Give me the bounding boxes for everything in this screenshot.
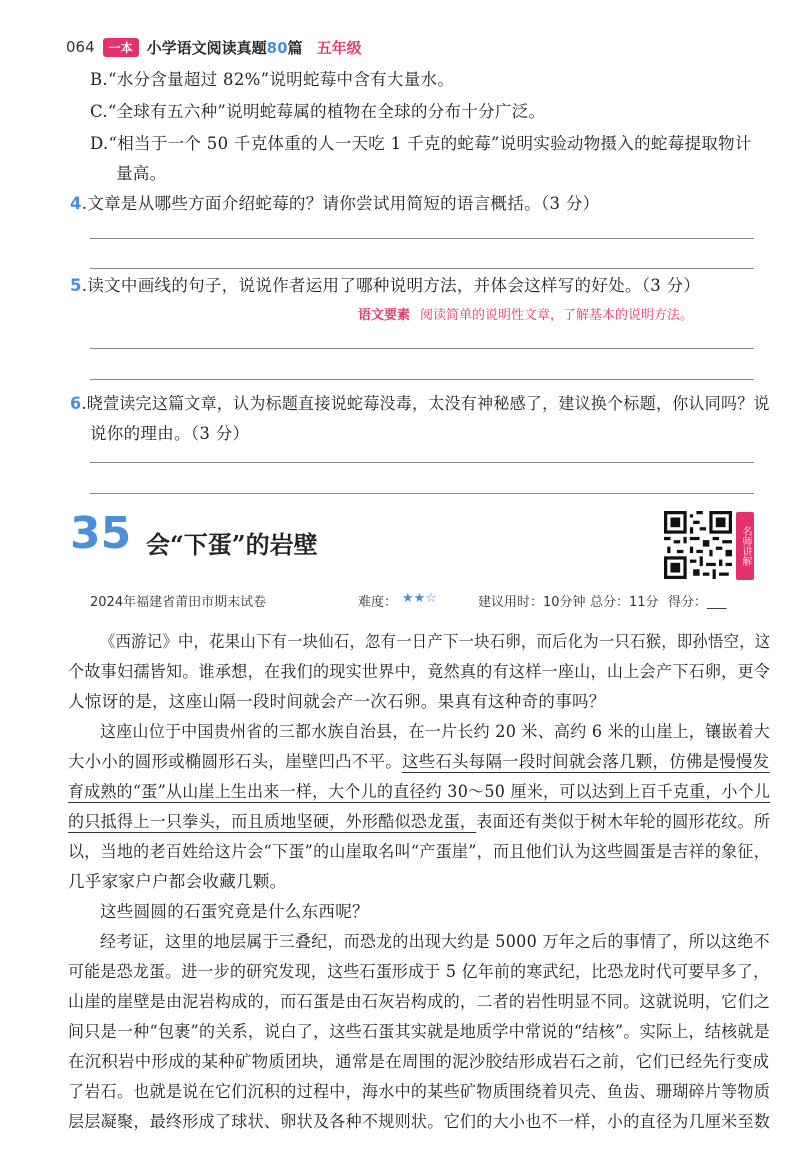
answer-line[interactable] bbox=[90, 379, 754, 380]
paragraph-line: 这座山位于中国贵州省的三都水族自治县，在一片长约 20 米、高约 6 米的山崖上，镶嵌着大 bbox=[100, 722, 771, 741]
plain-text: 大小小的圆形或椭圆形石头，崖壁凹凸不平。 bbox=[68, 752, 402, 771]
underlined-sentence: 育成熟的“蛋”从山崖上生出来一样，大个儿的直径约 30～50 厘米，可以达到上百千克重，小个儿 bbox=[68, 782, 771, 801]
grade-label: 五年级 bbox=[316, 38, 362, 57]
score-field[interactable]: 得分：___ bbox=[668, 595, 727, 610]
paragraph-line: 人惊讶的是，这座山隔一段时间就会产一次石卵。果真有这种奇的事吗？ bbox=[68, 692, 606, 711]
paragraph-line: 了岩石。也就是说在它们沉积的过程中，海水中的某些矿物质围绕着贝壳、鱼齿、珊瑚碎片等物质 bbox=[68, 1082, 771, 1101]
difficulty-label: 难度： bbox=[358, 595, 398, 610]
plain-text: 表面还有类似于树木年轮的圆形花纹。所 bbox=[476, 812, 771, 831]
qr-code-icon[interactable] bbox=[664, 511, 732, 579]
option-b: B.“水分含量超过 82%”说明蛇莓中含有大量水。 bbox=[90, 70, 455, 89]
series-count: 80 bbox=[266, 38, 288, 57]
paragraph-line: 山崖的崖壁是由泥岩构成的，而石蛋是由石灰岩构成的，二者的岩性明显不同。这就说明，它们之 bbox=[68, 992, 771, 1011]
paragraph-line bbox=[68, 810, 770, 834]
question-number: 6 bbox=[70, 394, 82, 413]
paragraph-line: 间只是一种“包裹”的关系，说白了，这些石蛋其实就是地质学中常说的“结核”。实际上，结核就是 bbox=[68, 1022, 771, 1041]
underlined-sentence: 的只抵得上一只拳头，而且质地坚硬，外形酷似恐龙蛋， bbox=[68, 812, 477, 831]
option-d: D.“相当于一个 50 千克体重的人一天吃 1 千克的蛇莓”说明实验动物摄入的蛇莓提取物计 bbox=[90, 134, 752, 153]
question-number: 4 bbox=[70, 194, 82, 213]
question-4 bbox=[70, 192, 599, 216]
paragraph-line bbox=[68, 750, 769, 774]
article-title: 会“下蛋”的岩壁 bbox=[146, 530, 318, 559]
paragraph-line: 几乎家家户户都会收藏几颗。 bbox=[68, 872, 287, 891]
paragraph-line: 个故事妇孺皆知。谁承想，在我们的现实世界中，竟然真的有这样一座山，山上会产下石卵，更令 bbox=[68, 662, 771, 681]
paragraph-line: 这些圆圆的石蛋究竟是什么东西呢？ bbox=[100, 902, 369, 921]
question-6 bbox=[70, 392, 770, 416]
option-c: C.“全球有五六种”说明蛇莓属的植物在全球的分布十分广泛。 bbox=[90, 102, 546, 121]
page-number: 064 bbox=[66, 38, 95, 56]
series-prefix: 小学语文阅读真题 bbox=[146, 38, 267, 57]
question-number: 5 bbox=[70, 276, 82, 295]
brand-logo: 一本 bbox=[103, 38, 139, 57]
page-header bbox=[66, 36, 362, 58]
question-6-cont: 说你的理由。（3 分） bbox=[90, 424, 250, 443]
series-suffix: 篇 bbox=[287, 38, 303, 57]
paragraph-line: 在沉积岩中形成的某种矿物质团块，通常是在周围的泥沙胶结形成岩石之前，它们已经先行变成 bbox=[68, 1052, 770, 1071]
question-text: .文章是从哪些方面介绍蛇莓的？请你尝试用简短的语言概括。（3 分） bbox=[81, 194, 600, 213]
time-label: 建议用时：10分钟 bbox=[478, 595, 586, 610]
source-label: 2024年福建省莆田市期末试卷 bbox=[90, 595, 267, 610]
language-element-tag bbox=[358, 304, 693, 323]
answer-line[interactable] bbox=[90, 238, 754, 239]
article-number: 35 bbox=[70, 508, 132, 559]
answer-line[interactable] bbox=[90, 462, 754, 463]
paragraph-line: 可能是恐龙蛋。进一步的研究发现，这些石蛋形成于 5 亿年前的寒武纪，比恐龙时代可要早多了， bbox=[68, 962, 770, 981]
answer-line[interactable] bbox=[90, 493, 754, 494]
paragraph-line: 经考证，这里的地层属于三叠纪，而恐龙的出现大约是 5000 万年之后的事情了，所以这绝不 bbox=[100, 932, 770, 951]
side-tab-label[interactable]: 名师讲解 bbox=[736, 512, 754, 580]
paragraph-line: 层层凝聚，最终形成了球状、卵状及各种不规则状。它们的大小也不一样，小的直径为几厘米至数 bbox=[68, 1112, 771, 1131]
option-d-cont: 量高。 bbox=[116, 164, 167, 183]
total-score: 总分：11分 bbox=[590, 595, 659, 610]
paragraph-line: 以，当地的老百姓给这片会“下蛋”的山崖取名叫“产蛋崖”，而且他们认为这些圆蛋是吉祥的象征， bbox=[68, 842, 771, 861]
difficulty-stars-icon: ★★☆ bbox=[402, 591, 437, 606]
paragraph-line bbox=[68, 780, 770, 804]
answer-line[interactable] bbox=[90, 348, 754, 349]
paragraph-line: 《西游记》中，花果山下有一块仙石，忽有一日产下一块石卵，而后化为一只石猴，即孙悟空，这 bbox=[100, 632, 771, 651]
question-text: .读文中画线的句子，说说作者运用了哪种说明方法，并体会这样写的好处。（3 分） bbox=[81, 276, 701, 295]
tag-text: 阅读简单的说明性文章，了解基本的说明方法。 bbox=[420, 308, 694, 323]
answer-line[interactable] bbox=[90, 268, 754, 269]
underlined-sentence: 这些石头每隔一段时间就会落几颗，仿佛是慢慢发 bbox=[401, 752, 770, 771]
tag-key: 语文要素 bbox=[358, 308, 411, 323]
question-text: .晓萱读完这篇文章，认为标题直接说蛇莓没毒，太没有神秘感了，建议换个标题，你认同吗？说 bbox=[81, 394, 770, 413]
series-title bbox=[147, 37, 303, 58]
question-5 bbox=[70, 274, 700, 298]
